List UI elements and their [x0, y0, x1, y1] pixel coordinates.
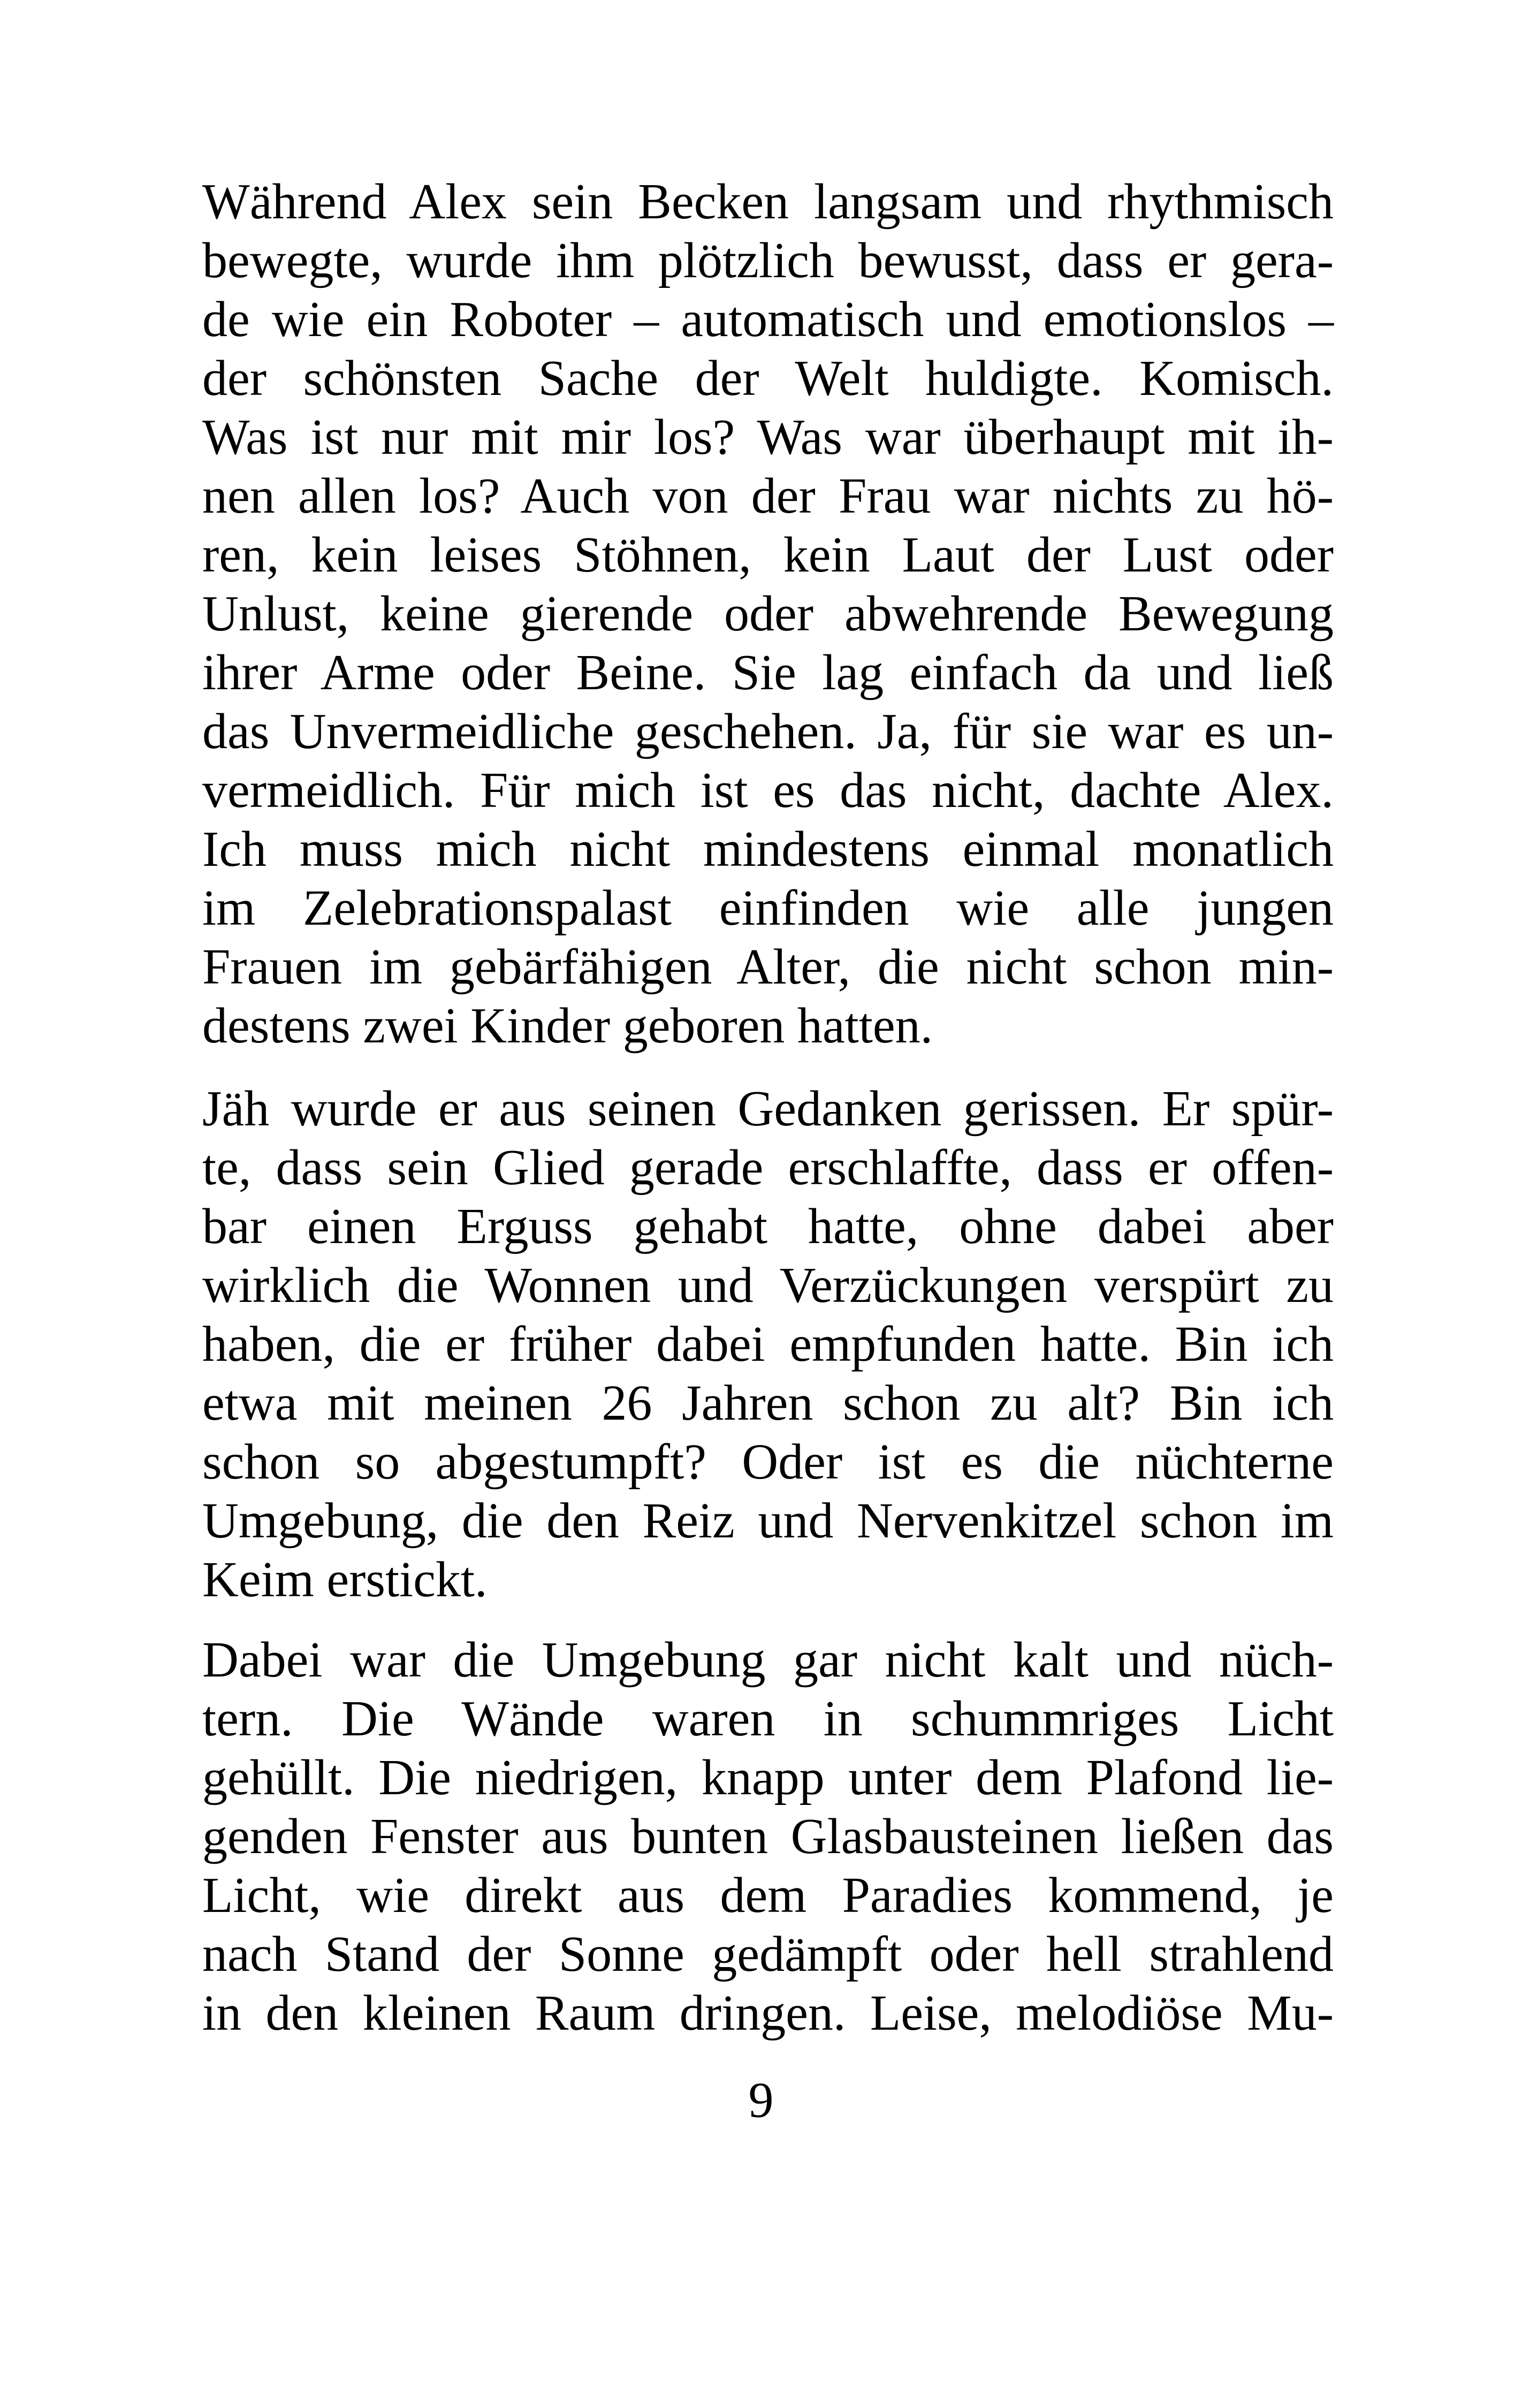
text-line: te, dass sein Glied gerade erschlaffte, dass er offen- — [202, 1140, 1334, 1195]
text-line: der schönsten Sache der Welt huldigte. Komisch. — [202, 350, 1334, 406]
text-line: genden Fenster aus bunten Glasbausteinen ließen das — [202, 1809, 1334, 1864]
text-line: wirklich die Wonnen und Verzückungen verspürt zu — [202, 1258, 1334, 1313]
text-line: nen allen los? Auch von der Frau war nichts zu hö- — [202, 468, 1334, 524]
text-line: Frauen im gebärfähigen Alter, die nicht schon min- — [202, 939, 1334, 995]
text-line: ren, kein leises Stöhnen, kein Laut der Lust oder — [202, 527, 1334, 583]
text-line: bar einen Erguss gehabt hatte, ohne dabei aber — [202, 1199, 1334, 1254]
text-line: de wie ein Roboter – automatisch und emotionslos – — [202, 292, 1334, 347]
text-line: gehüllt. Die niedrigen, knapp unter dem Plafond lie- — [202, 1750, 1334, 1805]
text-line: haben, die er früher dabei empfunden hatte. Bin ich — [202, 1316, 1334, 1372]
text-line: ihrer Arme oder Beine. Sie lag einfach da und ließ — [202, 645, 1334, 700]
text-line: Licht, wie direkt aus dem Paradies kommend, je — [202, 1868, 1334, 1923]
text-line: nach Stand der Sonne gedämpft oder hell strahlend — [202, 1926, 1334, 1982]
text-line: Keim erstickt. — [202, 1552, 488, 1607]
text-line: Unlust, keine gierende oder abwehrende Bewegung — [202, 586, 1334, 642]
text-line: Jäh wurde er aus seinen Gedanken gerissen. Er spür- — [202, 1081, 1334, 1137]
text-line: destens zwei Kinder geboren hatten. — [202, 998, 933, 1054]
text-line: Ich muss mich nicht mindestens einmal monatlich — [202, 821, 1334, 877]
page-number: 9 — [748, 2072, 774, 2128]
text-line: tern. Die Wände waren in schummriges Licht — [202, 1691, 1334, 1747]
text-line: im Zelebrationspalast einfinden wie alle jungen — [202, 880, 1334, 936]
text-line: Umgebung, die den Reiz und Nervenkitzel schon im — [202, 1493, 1334, 1549]
text-line: schon so abgestumpft? Oder ist es die nüchterne — [202, 1434, 1334, 1490]
text-line: das Unvermeidliche geschehen. Ja, für sie war es un- — [202, 704, 1334, 759]
text-line: Dabei war die Umgebung gar nicht kalt und nüch- — [202, 1632, 1334, 1688]
text-line: in den kleinen Raum dringen. Leise, melodiöse Mu- — [202, 1985, 1334, 2041]
text-line: Was ist nur mit mir los? Was war überhaupt mit ih- — [202, 409, 1334, 465]
text-line: etwa mit meinen 26 Jahren schon zu alt? Bin ich — [202, 1375, 1334, 1431]
text-line: Während Alex sein Becken langsam und rhythmisch — [202, 174, 1334, 230]
text-line: vermeidlich. Für mich ist es das nicht, dachte Alex. — [202, 763, 1334, 818]
text-line: bewegte, wurde ihm plötzlich bewusst, dass er gera- — [202, 233, 1334, 288]
